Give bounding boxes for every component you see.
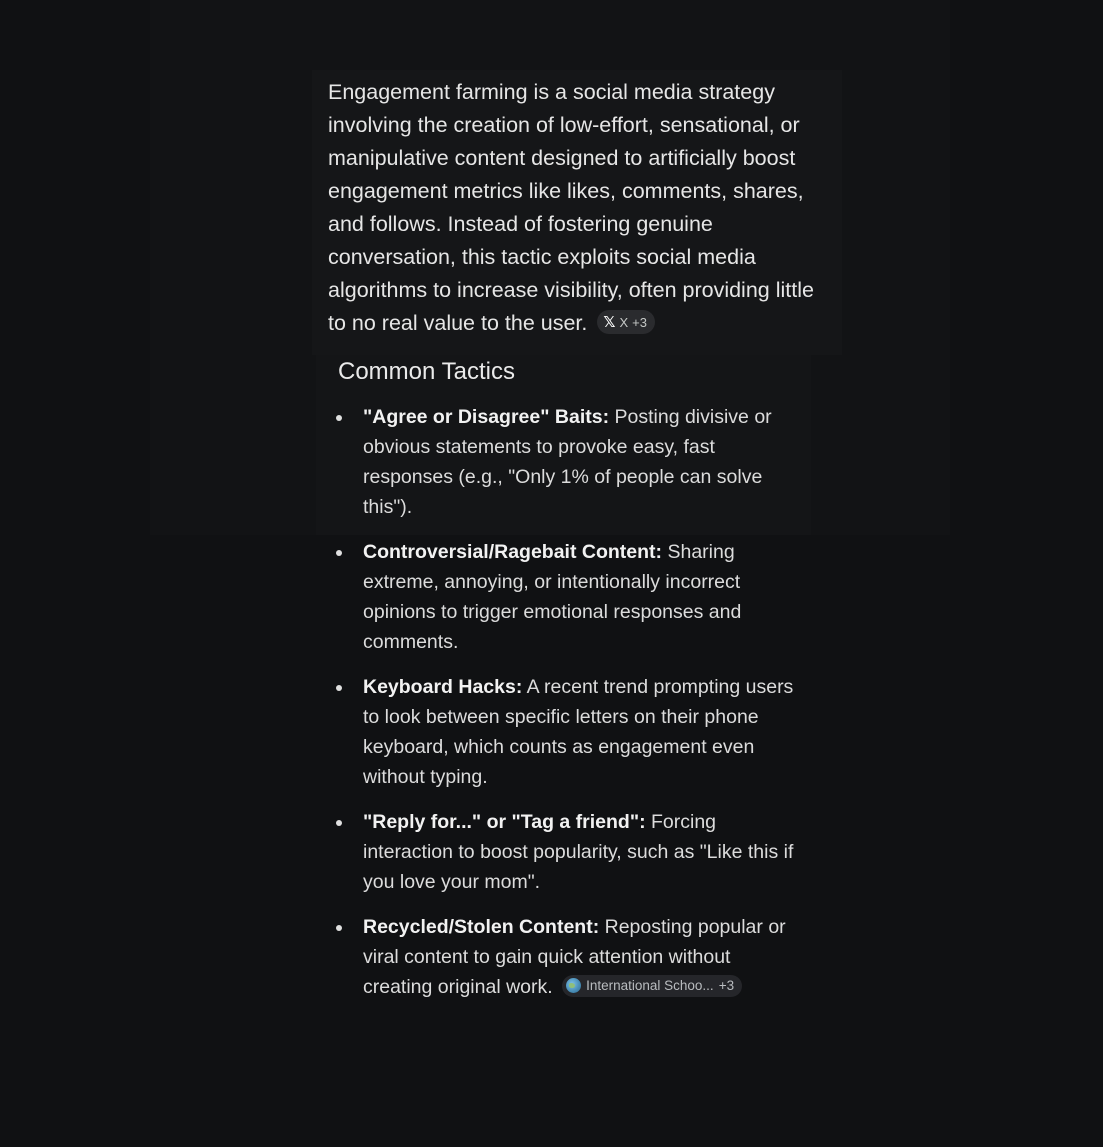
tactic-body: Reposting popular or viral content to gain quick attention without creating original work.	[363, 916, 786, 998]
source-chip-international[interactable]	[562, 975, 742, 997]
section-heading: Common Tactics	[338, 358, 515, 385]
list-item	[363, 807, 803, 897]
tactics-list	[363, 402, 803, 1017]
list-item	[363, 537, 803, 657]
list-item	[363, 402, 803, 522]
globe-icon	[566, 978, 581, 993]
intro-text: Engagement farming is a social media strategy involving the creation of low-effort, sensational, or manipulative content designed to artificially boost engagement metrics like likes, comments, shares, and follows. Instead of fostering genuine conversation, this tactic exploits social media algorithms to increase visibility, often providing little to no real value to the user.	[328, 80, 814, 335]
tactic-title: Controversial/Ragebait Content:	[363, 541, 663, 563]
source-chip-x[interactable]	[597, 310, 655, 334]
source-chip-label: X	[619, 314, 629, 330]
source-chip-label: International Schoo...	[586, 977, 714, 993]
tactic-title: Keyboard Hacks:	[363, 676, 523, 698]
list-item	[363, 672, 803, 792]
source-chip-count: +3	[632, 314, 647, 330]
tactic-title: Recycled/Stolen Content:	[363, 916, 600, 938]
tactic-title: "Reply for..." or "Tag a friend":	[363, 811, 646, 833]
intro-paragraph	[328, 76, 823, 340]
list-item	[363, 912, 803, 1002]
tactic-body: Posting divisive or obvious statements to provoke easy, fast responses (e.g., "Only 1% of people can solve this").	[363, 406, 772, 518]
tactic-body: A recent trend prompting users to look between specific letters on their phone keyboard, which counts as engagement even without typing.	[363, 676, 794, 788]
x-logo-icon: 𝕏	[603, 312, 616, 331]
tactic-body: Sharing extreme, annoying, or intentionally incorrect opinions to trigger emotional responses and comments.	[363, 541, 742, 653]
source-chip-count: +3	[718, 977, 735, 993]
tactic-title: "Agree or Disagree" Baits:	[363, 406, 610, 428]
tactic-body: Forcing interaction to boost popularity, such as "Like this if you love your mom".	[363, 811, 794, 893]
